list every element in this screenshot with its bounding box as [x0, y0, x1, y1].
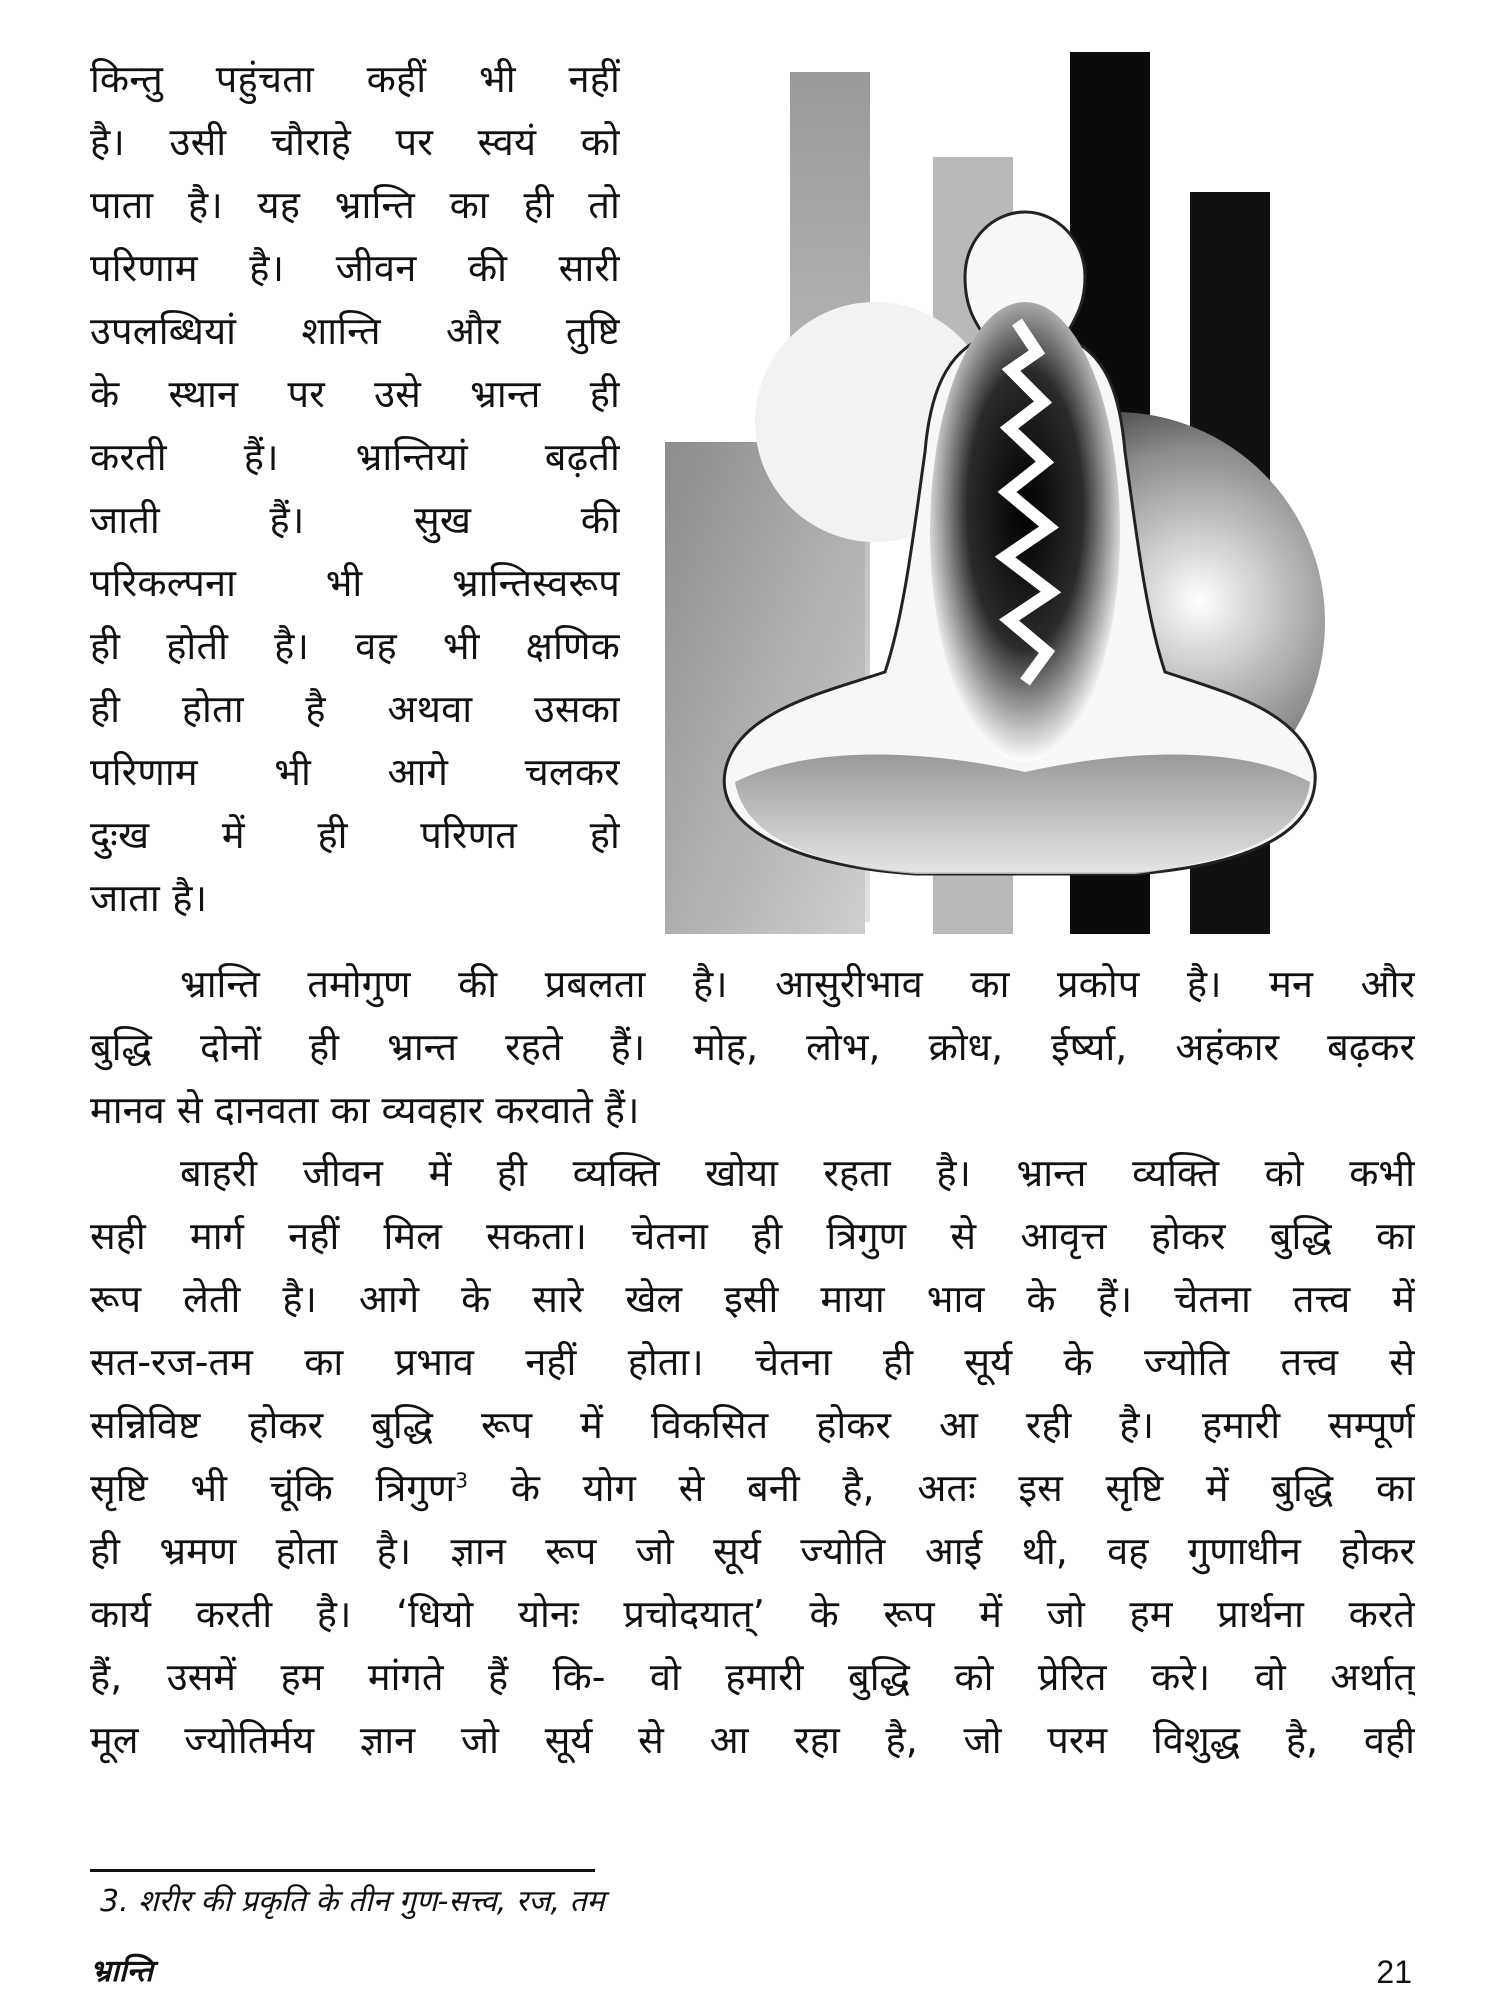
paragraph-line: हैं, उसमें हम मांगते हैं कि- वो हमारी बुद्धि को प्रेरित करे। वो अर्थात्	[90, 1655, 1415, 1699]
intro-line: जाता है।	[90, 876, 208, 920]
footnote: 3. शरीर की प्रकृति के तीन गुण-सत्त्व, रज, तम	[100, 1884, 605, 1919]
paragraph-line: सन्निविष्ट होकर बुद्धि रूप में विकसित होकर आ रही है। हमारी सम्पूर्ण	[90, 1403, 1415, 1447]
paragraph-line: सत-रज-तम का प्रभाव नहीं होता। चेतना ही सूर्य के ज्योति तत्त्व से	[90, 1340, 1415, 1384]
intro-column	[90, 48, 620, 930]
footnote-reference: 3	[455, 1468, 469, 1493]
paragraph-line: ही भ्रमण होता है। ज्ञान रूप जो सूर्य ज्योति आई थी, वह गुणाधीन होकर	[90, 1529, 1415, 1573]
lap-base	[735, 755, 1310, 875]
intro-line: किन्तु पहुंचता कहीं भी नहीं	[90, 57, 620, 101]
running-title: भ्रान्ति	[90, 1954, 153, 1989]
paragraph-line: भ्रान्ति तमोगुण की प्रबलता है। आसुरीभाव का प्रकोप है। मन और	[180, 962, 1415, 1006]
intro-line: उपलब्धियां शान्ति और तुष्टि	[90, 309, 620, 353]
page-number: 21	[1376, 1954, 1412, 1990]
paragraph-line: कार्य करती है। ‘धियो योनः प्रचोदयात्’ के रूप में जो हम प्रार्थना करते	[90, 1592, 1415, 1636]
intro-line: परिकल्पना भी भ्रान्तिस्वरूप	[90, 561, 620, 605]
intro-line: परिणाम भी आगे चलकर	[90, 750, 620, 794]
line-text-before-ref: सृष्टि भी चूंकि त्रिगुण	[90, 1466, 456, 1510]
paragraph-line: रूप लेती है। आगे के सारे खेल इसी माया भाव के हैं। चेतना तत्त्व में	[90, 1277, 1415, 1321]
intro-line: करती हैं। भ्रान्तियां बढ़ती	[90, 435, 620, 479]
intro-line: ही होता है अथवा उसका	[90, 687, 620, 731]
intro-line: के स्थान पर उसे भ्रान्त ही	[90, 372, 620, 416]
paragraph-line: मूल ज्योतिर्मय ज्ञान जो सूर्य से आ रहा है, जो परम विशुद्ध है, वही	[90, 1718, 1415, 1762]
intro-line: ही होती है। वह भी क्षणिक	[90, 624, 620, 668]
meditation-illustration	[665, 52, 1415, 934]
paragraph-line-with-footnote-ref	[90, 1457, 1415, 1520]
paragraph-line: बाहरी जीवन में ही व्यक्ति खोया रहता है। भ्रान्त व्यक्ति को कभी	[180, 1151, 1415, 1195]
footnote-divider	[90, 1869, 595, 1872]
body-text	[90, 953, 1415, 1772]
intro-line: पाता है। यह भ्रान्ति का ही तो	[90, 183, 620, 227]
paragraph-line: मानव से दानवता का व्यवहार करवाते हैं।	[90, 1088, 640, 1132]
paragraph-line: बुद्धि दोनों ही भ्रान्त रहते हैं। मोह, लोभ, क्रोध, ईर्ष्या, अहंकार बढ़कर	[90, 1025, 1415, 1069]
spine-glow	[930, 302, 1120, 762]
paragraph-line: सही मार्ग नहीं मिल सकता। चेतना ही त्रिगुण से आवृत्त होकर बुद्धि का	[90, 1214, 1415, 1258]
intro-line: परिणाम है। जीवन की सारी	[90, 246, 620, 290]
intro-line: है। उसी चौराहे पर स्वयं को	[90, 120, 620, 164]
line-text-after-ref: के योग से बनी है, अतः इस सृष्टि में बुद्धि का	[468, 1466, 1415, 1510]
intro-line: जाती हैं। सुख की	[90, 498, 620, 542]
intro-line: दुःख में ही परिणत हो	[90, 813, 620, 857]
